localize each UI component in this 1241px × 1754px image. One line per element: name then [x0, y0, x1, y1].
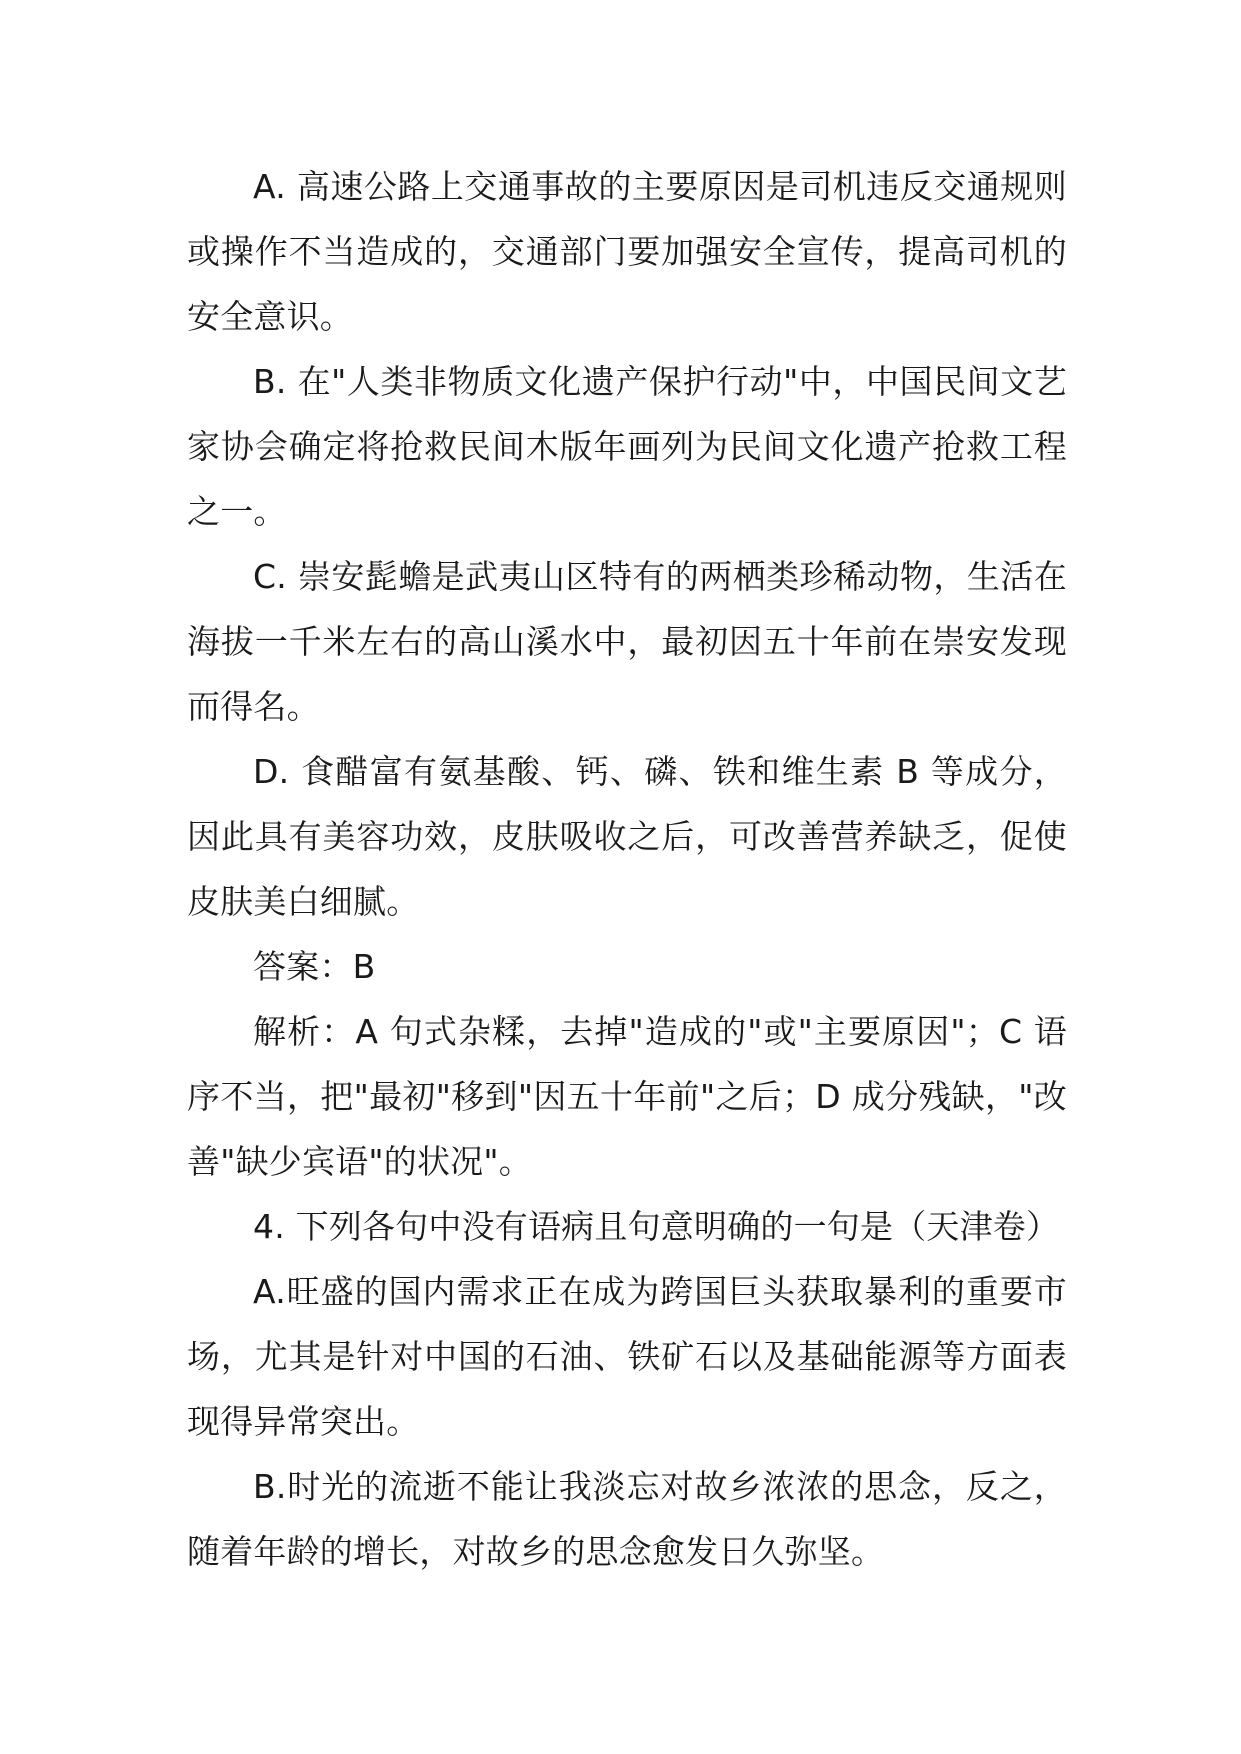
option-c-paragraph: C. 崇安髭蟾是武夷山区特有的两栖类珍稀动物，生活在海拔一千米左右的高山溪水中，最初因五十年前在崇安发现而得名。: [187, 557, 1067, 726]
option-d-paragraph: D. 食醋富有氨基酸、钙、磷、铁和维生素 B 等成分，因此具有美容功效，皮肤吸收之后，可改善营养缺乏，促使皮肤美白细腻。: [187, 752, 1067, 921]
question-4-heading: 4. 下列各句中没有语病且句意明确的一句是（天津卷）: [253, 1207, 1060, 1246]
question-4-option-a: A.旺盛的国内需求正在成为跨国巨头获取暴利的重要市场，尤其是针对中国的石油、铁矿石以及基础能源等方面表现得异常突出。: [187, 1272, 1067, 1441]
answer-paragraph: 答案：B: [253, 947, 376, 986]
question-4-option-b: B.时光的流逝不能让我淡忘对故乡浓浓的思念，反之，随着年龄的增长，对故乡的思念愈发日久弥坚。: [187, 1467, 1067, 1571]
option-a-paragraph: A. 高速公路上交通事故的主要原因是司机违反交通规则或操作不当造成的，交通部门要加强安全宣传，提高司机的安全意识。: [187, 167, 1067, 336]
option-b-paragraph: B. 在"人类非物质文化遗产保护行动"中，中国民间文艺家协会确定将抢救民间木版年画列为民间文化遗产抢救工程之一。: [187, 362, 1067, 531]
analysis-paragraph: 解析：A 句式杂糅，去掉"造成的"或"主要原因"；C 语序不当，把"最初"移到"因五十年前"之后；D 成分残缺，"改善"缺少宾语"的状况"。: [187, 1012, 1067, 1181]
document-body: [187, 154, 1067, 1584]
